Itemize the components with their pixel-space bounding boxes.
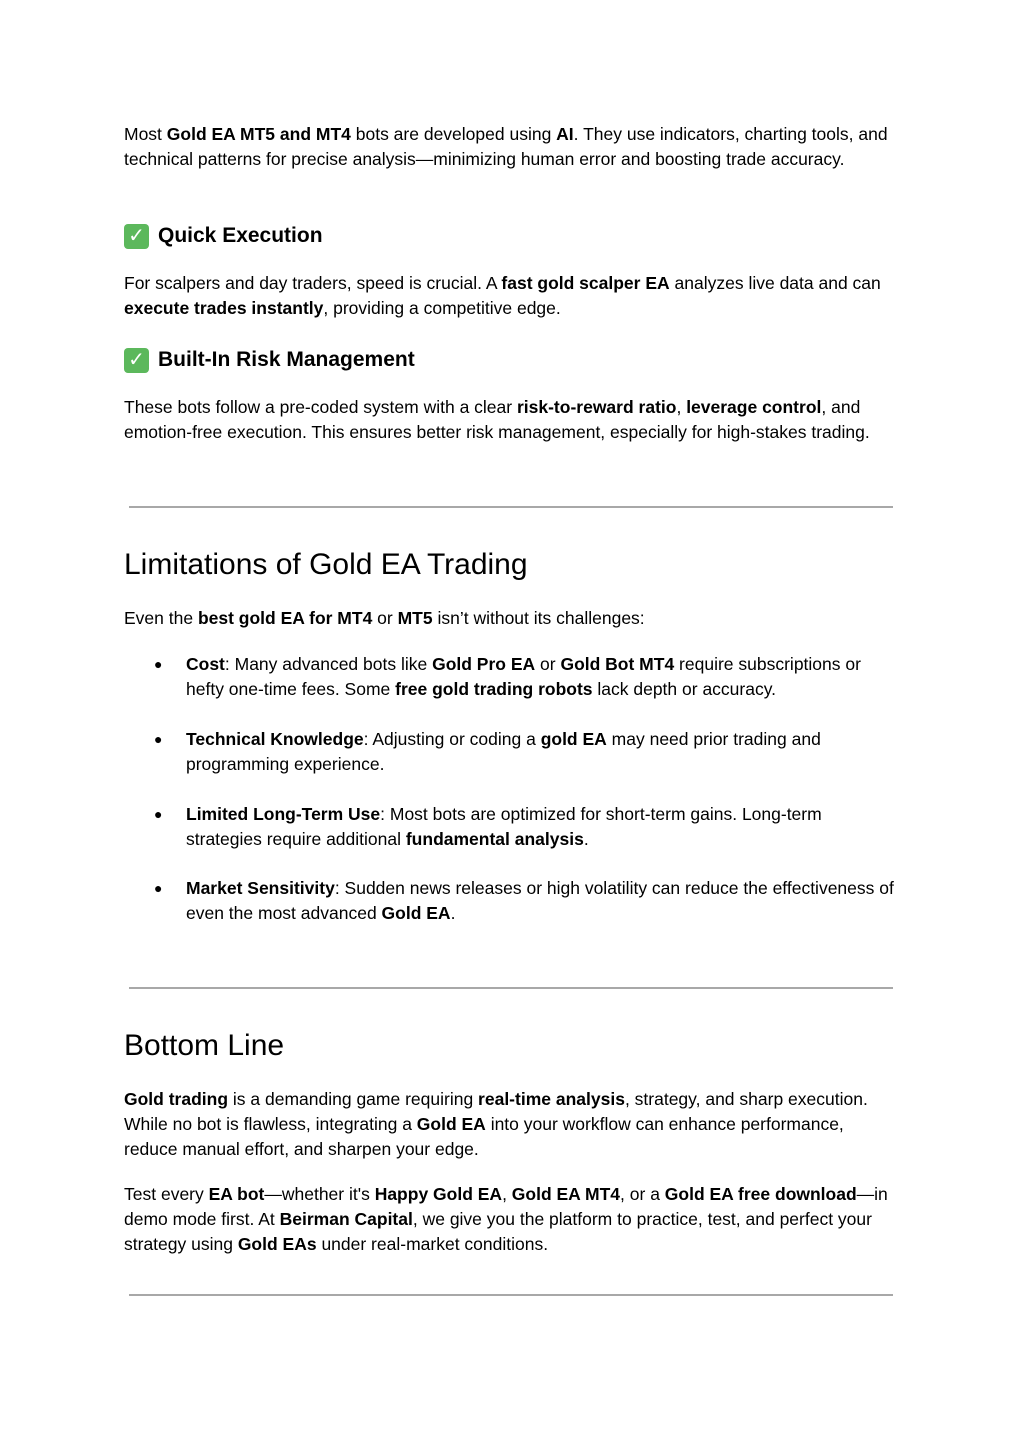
list-item-cost: Cost: Many advanced bots like Gold Pro EA or Gold Bot MT4 require subscriptions or hefty one-time fees. Some free gold trading robots lack depth or accuracy. [186,654,861,699]
quick-execution-heading: ✓ Quick Execution [124,222,323,250]
quick-execution-paragraph: For scalpers and day traders, speed is crucial. A fast gold scalper EA analyzes live data and can execute trades instantly, providing a competitive edge. [124,273,881,318]
bullet-icon: ● [154,806,163,822]
white-check-mark-icon: ✓ [124,224,149,249]
bottom-line-heading: Bottom Line [124,1029,285,1062]
risk-management-heading: ✓ Built-In Risk Management [124,346,415,374]
bullet-icon: ● [154,880,163,896]
list-item-limited-long-term-use: Limited Long-Term Use: Most bots are optimized for short-term gains. Long-term strategies require additional fundamental analysis. [186,804,822,849]
divider [129,987,893,989]
white-check-mark-icon: ✓ [124,348,149,373]
intro-paragraph: Most Gold EA MT5 and MT4 bots are developed using AI. They use indicators, charting tools, and technical patterns for precise analysis—minimizing human error and boosting trade accuracy. [124,124,888,169]
bullet-icon: ● [154,731,163,747]
bottom-line-paragraph-1: Gold trading is a demanding game requiring real-time analysis, strategy, and sharp execution. While no bot is flawless, integrating a Gold EA into your workflow can enhance performance, reduce manual effort, and sharpen your edge. [124,1089,868,1159]
divider [129,1294,893,1296]
risk-management-paragraph: These bots follow a pre-coded system with a clear risk-to-reward ratio, leverage control, and emotion-free execution. This ensures better risk management, especially for high-stakes trading. [124,397,870,442]
list-item-technical-knowledge: Technical Knowledge: Adjusting or coding a gold EA may need prior trading and programming experience. [186,729,821,774]
bottom-line-paragraph-2: Test every EA bot—whether it's Happy Gold EA, Gold EA MT4, or a Gold EA free download—in demo mode first. At Beirman Capital, we give you the platform to practice, test, and perfect your strategy using Gold EAs under real-market conditions. [124,1184,888,1254]
bullet-icon: ● [154,656,163,672]
limitations-heading: Limitations of Gold EA Trading [124,548,528,581]
divider [129,506,893,508]
list-item-market-sensitivity: Market Sensitivity: Sudden news releases or high volatility can reduce the effectiveness of even the most advanced Gold EA. [186,878,894,923]
limitations-intro: Even the best gold EA for MT4 or MT5 isn’t without its challenges: [124,608,645,628]
